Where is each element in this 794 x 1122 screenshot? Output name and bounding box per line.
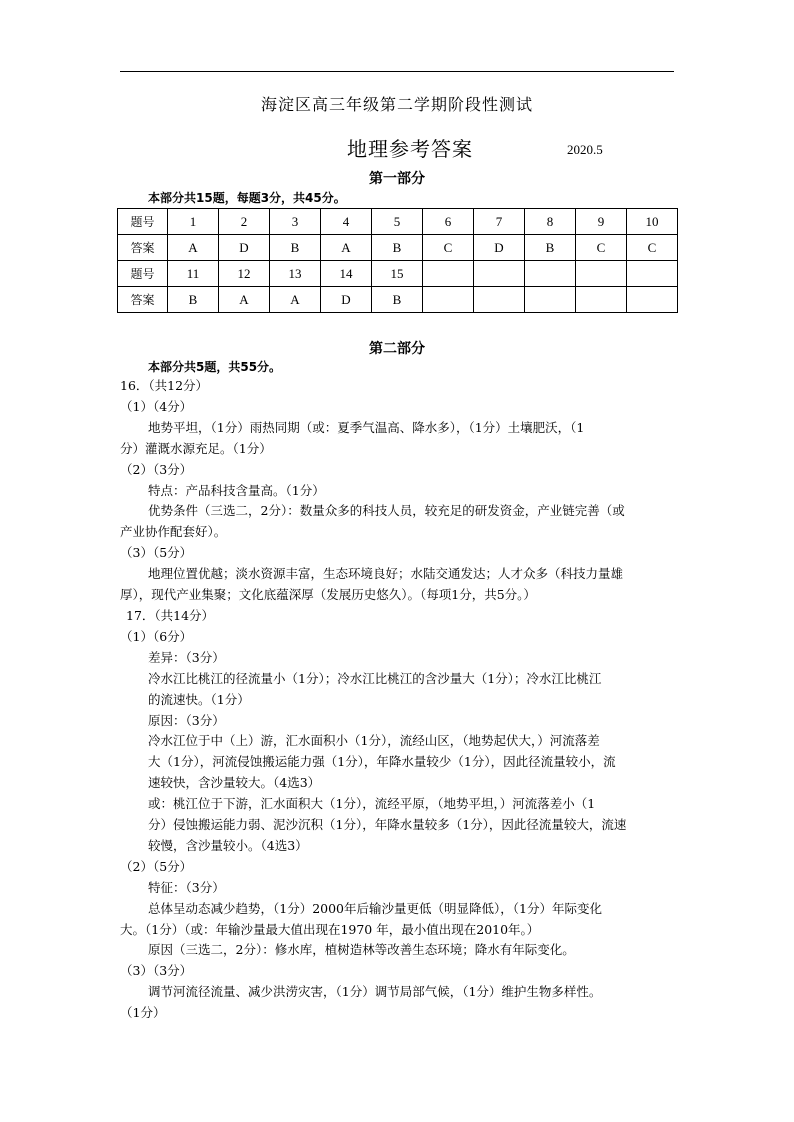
- answer-cell: C: [423, 235, 474, 261]
- question-number: [576, 261, 627, 287]
- answer-body: [120, 376, 678, 1024]
- answer-line: 大（1分），河流侵蚀搬运能力强（1分），年降水量较少（1分），因此径流量较小，流: [148, 754, 616, 770]
- answer-line: 分）侵蚀搬运能力弱、泥沙沉积（1分），年降水量较多（1分），因此径流量较大，流速: [148, 817, 627, 833]
- question-number: 9: [576, 209, 627, 235]
- table-row: [118, 287, 678, 313]
- table-answer-label: 答案: [118, 235, 168, 261]
- answer-cell: A: [168, 235, 219, 261]
- question-number: 4: [321, 209, 372, 235]
- answer-cell: D: [321, 287, 372, 313]
- table-header-cell: 题号: [118, 261, 168, 287]
- page-subtitle: 地理参考答案: [347, 137, 473, 161]
- answer-cell: C: [576, 235, 627, 261]
- answer-line: （1分）: [120, 1005, 166, 1021]
- question-number: 14: [321, 261, 372, 287]
- question-number: 8: [525, 209, 576, 235]
- answer-table: [117, 208, 678, 313]
- answer-line: 冷水江位于中（上）游，汇水面积小（1分），流经山区，（地势起伏大，）河流落差: [148, 733, 600, 749]
- subquestion-heading: （2）（5分）: [120, 858, 193, 874]
- question-number: 7: [474, 209, 525, 235]
- answer-line: 特征：（3分）: [148, 879, 225, 895]
- part1-heading: 第一部分: [369, 171, 425, 187]
- question-number: 1: [168, 209, 219, 235]
- answer-cell: A: [321, 235, 372, 261]
- part1-intro: 本部分共15题，每题3分，共45分。: [148, 191, 346, 205]
- answer-line: 或：桃江位于下游，汇水面积大（1分），流经平原，（地势平坦，）河流落差小（1: [148, 796, 596, 812]
- question-number: 5: [372, 209, 423, 235]
- header-rule: [120, 71, 674, 72]
- subquestion-heading: （1）（6分）: [120, 628, 193, 644]
- answer-cell: C: [627, 235, 678, 261]
- page-title: 海淀区高三年级第二学期阶段性测试: [260, 95, 533, 114]
- answer-cell: B: [372, 287, 423, 313]
- answer-line: 差异：（3分）: [148, 649, 225, 665]
- answer-line: 优势条件（三选二，2分）：数量众多的科技人员，较充足的研发资金，产业链完善（或: [148, 503, 625, 519]
- answer-line: 原因：（3分）: [148, 712, 225, 728]
- question-heading: 16．（共12分）: [120, 378, 209, 393]
- question-number: [525, 261, 576, 287]
- subquestion-heading: （1）（4分）: [120, 398, 193, 414]
- answer-cell: D: [219, 235, 270, 261]
- answer-cell: [627, 287, 678, 313]
- answer-cell: B: [168, 287, 219, 313]
- subquestion-heading: （3）（5分）: [120, 545, 193, 561]
- answer-cell: B: [372, 235, 423, 261]
- answer-line: 特点：产品科技含量高。（1分）: [148, 482, 325, 498]
- question-number: 13: [270, 261, 321, 287]
- question-number: [423, 261, 474, 287]
- question-number: [627, 261, 678, 287]
- answer-line: 的流速快。（1分）: [148, 691, 250, 707]
- answer-line: 冷水江比桃江的径流量小（1分）；冷水江比桃江的含沙量大（1分）；冷水江比桃江: [148, 670, 602, 686]
- answer-cell: [576, 287, 627, 313]
- exam-date: 2020.5: [567, 142, 603, 157]
- table-row: [118, 261, 678, 287]
- part2-intro: 本部分共5题，共55分。: [148, 360, 282, 374]
- answer-line: 地势平坦，（1分）雨热同期（或：夏季气温高、降水多），（1分）土壤肥沃，（1: [148, 419, 585, 435]
- table-row: [118, 209, 678, 235]
- answer-cell: A: [219, 287, 270, 313]
- answer-cell: B: [525, 235, 576, 261]
- answer-line: 总体呈动态减少趋势，（1分）2000年后输沙量更低（明显降低），（1分）年际变化: [148, 900, 602, 916]
- answer-cell: B: [270, 235, 321, 261]
- question-number: 2: [219, 209, 270, 235]
- answer-cell: A: [270, 287, 321, 313]
- answer-line: 产业协作配套好）。: [120, 524, 227, 540]
- question-number: 10: [627, 209, 678, 235]
- answer-cell: [474, 287, 525, 313]
- answer-cell: [525, 287, 576, 313]
- answer-cell: D: [474, 235, 525, 261]
- question-number: 12: [219, 261, 270, 287]
- answer-line: 原因（三选二，2分）：修水库，植树造林等改善生态环境；降水有年际变化。: [148, 942, 575, 958]
- answer-line: 厚），现代产业集聚；文化底蕴深厚（发展历史悠久）。（每项1分，共5分。）: [120, 587, 536, 603]
- answer-line: 地理位置优越；淡水资源丰富，生态环境良好；水陆交通发达；人才众多（科技力量雄: [148, 566, 624, 582]
- part2-heading: 第二部分: [369, 341, 425, 357]
- subquestion-heading: （3）（3分）: [120, 963, 193, 979]
- subquestion-heading: （2）（3分）: [120, 461, 193, 477]
- table-answer-label: 答案: [118, 287, 168, 313]
- answer-line: 速较快，含沙量较大。（4选3）: [148, 775, 321, 791]
- table-header-cell: 题号: [118, 209, 168, 235]
- question-number: 6: [423, 209, 474, 235]
- question-number: [474, 261, 525, 287]
- answer-cell: [423, 287, 474, 313]
- answer-line: 大。（1分）（或：年输沙量最大值出现在1970 年，最小值出现在2010年。）: [120, 921, 540, 937]
- table-row: [118, 235, 678, 261]
- question-number: 3: [270, 209, 321, 235]
- answer-line: 调节河流径流量、减少洪涝灾害，（1分）调节局部气候，（1分）维护生物多样性。: [148, 984, 602, 1000]
- answer-line: 分）灌溉水源充足。（1分）: [120, 440, 272, 456]
- question-heading: 17．（共14分）: [126, 607, 215, 623]
- answer-line: 较慢，含沙量较小。（4选3）: [148, 837, 308, 853]
- question-number: 11: [168, 261, 219, 287]
- question-number: 15: [372, 261, 423, 287]
